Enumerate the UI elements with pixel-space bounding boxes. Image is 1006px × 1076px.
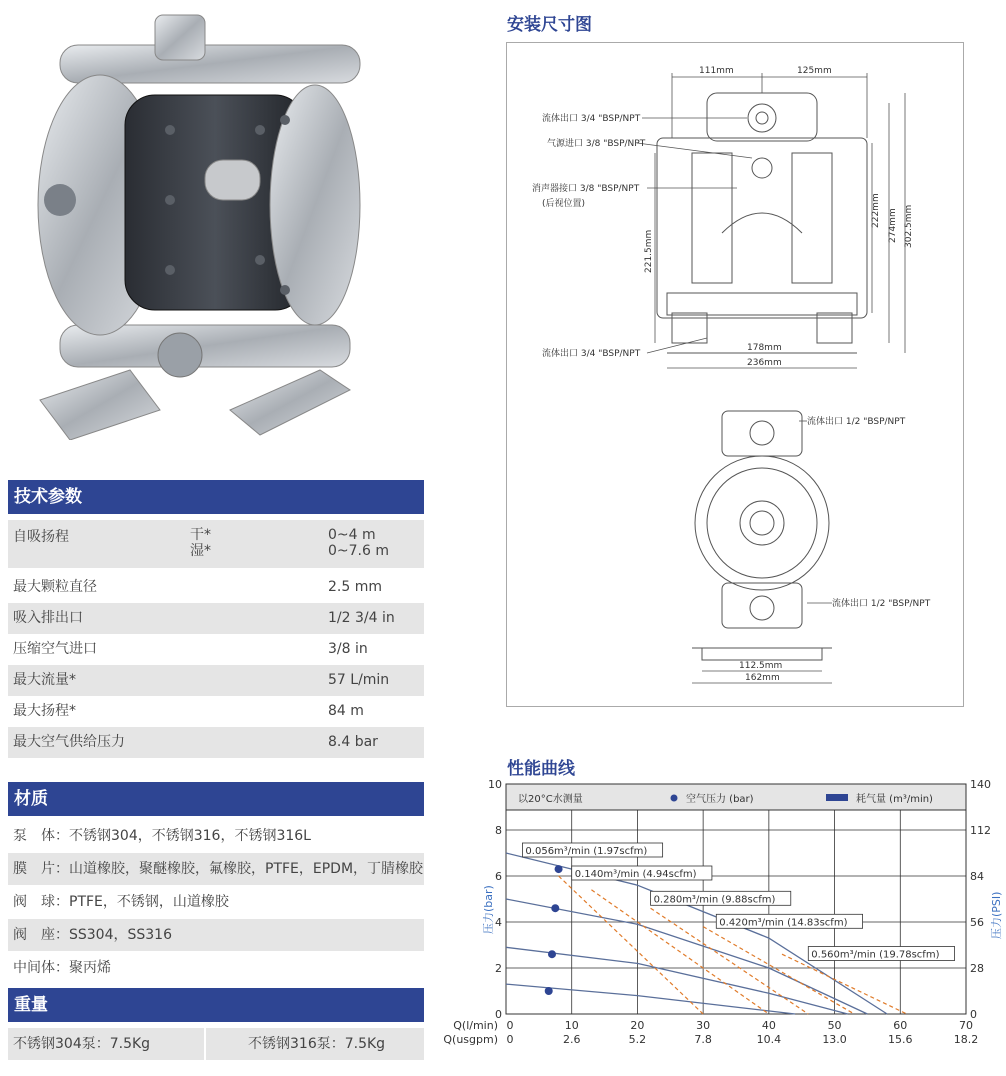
- consumption-label: 0.280m³/min (9.88scfm): [653, 894, 776, 906]
- dry-value: 0~4 m: [328, 527, 376, 543]
- y-tick-psi: 84: [970, 870, 984, 883]
- dim-222: 222mm: [871, 193, 881, 228]
- tech-row-value: 8.4 bar: [328, 734, 378, 750]
- x-tick-lpm: 40: [761, 1019, 776, 1032]
- tech-row: [8, 696, 424, 727]
- suction-lift-label: 自吸扬程: [13, 529, 69, 545]
- dim-112: 112.5mm: [739, 661, 783, 671]
- y-tick-bar: 8: [495, 824, 502, 837]
- x-tick-gpm: 5.2: [628, 1033, 647, 1046]
- consumption-label: 0.056m³/min (1.97scfm): [525, 846, 648, 857]
- chart-title: 性能曲线: [507, 759, 575, 779]
- tech-row-value: 84 m: [328, 703, 364, 719]
- wet-value: 0~7.6 m: [328, 543, 389, 559]
- y-tick-bar: 2: [495, 962, 502, 975]
- label-side-bottom: 流体出口 1/2 "BSP/NPT: [832, 599, 931, 609]
- y-tick-bar: 10: [488, 780, 502, 791]
- dim-236: 236mm: [747, 358, 782, 368]
- x-tick-lpm: 30: [696, 1019, 711, 1032]
- legend-note: 以20°C水测量: [518, 794, 583, 805]
- tech-row-label: 最大颗粒直径: [13, 579, 97, 595]
- label-inlet-bottom: 流体出口 3/4 "BSP/NPT: [542, 349, 641, 359]
- suction-lift-row: [8, 520, 424, 568]
- tech-row-label: 最大扬程*: [13, 703, 76, 719]
- x-tick-gpm: 15.6: [888, 1033, 913, 1046]
- tech-row-value: 1/2 3/4 in: [328, 610, 395, 626]
- x-tick-gpm: 13.0: [822, 1033, 847, 1046]
- dim-221: 221.5mm: [644, 229, 654, 273]
- weight-row: [8, 1028, 424, 1060]
- consumption-label: 0.140m³/min (4.94scfm): [574, 869, 697, 880]
- x-tick-gpm: 10.4: [756, 1033, 782, 1046]
- air-pressure-point: [551, 904, 559, 912]
- legend-air-consumption: 耗气量 (m³/min): [856, 794, 933, 805]
- label-rear-view: (后视位置): [542, 199, 586, 209]
- tech-row-value: 2.5 mm: [328, 579, 382, 595]
- dim-178: 178mm: [747, 343, 782, 353]
- air-pressure-point: [555, 865, 563, 873]
- label-air-inlet: 气源进口 3/8 "BSP/NPT: [547, 139, 646, 149]
- tech-row: [8, 727, 424, 758]
- label-side-top: 流体出口 1/2 "BSP/NPT: [807, 417, 906, 427]
- material-row: 阀 座：SS304，SS316: [8, 919, 424, 951]
- material-row: 泵 体：不锈钢304，不锈钢316，不锈钢316L: [13, 828, 311, 844]
- tech-row: [8, 603, 424, 634]
- y-tick-psi: 112: [970, 824, 991, 837]
- tech-row: [8, 572, 424, 603]
- x-tick-lpm: 50: [827, 1019, 842, 1032]
- tech-row: [8, 634, 424, 665]
- x-label-lpm: Q(l/min): [453, 1019, 498, 1032]
- air-pressure-point: [548, 950, 556, 958]
- tech-row-label: 最大空气供给压力: [13, 734, 125, 750]
- dim-302: 302.5mm: [904, 204, 914, 248]
- weight-316: 不锈钢316泵：7.5Kg: [248, 1036, 386, 1052]
- dimension-drawing: [506, 42, 964, 707]
- x-tick-lpm: 10: [564, 1019, 579, 1032]
- y-tick-psi: 0: [970, 1008, 977, 1021]
- x-tick-lpm: 20: [630, 1019, 645, 1032]
- consumption-label: 0.560m³/min (19.78scfm): [811, 949, 940, 961]
- dim-274: 274mm: [888, 208, 898, 243]
- tech-row-label: 最大流量*: [13, 672, 76, 688]
- material-row: 中间体：聚丙烯: [13, 960, 111, 976]
- material-row: 阀 球：PTFE，不锈钢，山道橡胶: [13, 894, 229, 910]
- dimension-svg: [507, 43, 965, 708]
- y-tick-psi: 56: [970, 916, 984, 929]
- y-tick-bar: 6: [495, 870, 502, 883]
- x-tick-gpm: 7.8: [694, 1033, 712, 1046]
- label-outlet-top: 流体出口 3/4 "BSP/NPT: [542, 114, 641, 124]
- tech-row: [8, 665, 424, 696]
- y-tick-psi: 28: [970, 962, 984, 975]
- wet-label: 湿*: [190, 543, 211, 559]
- x-tick-lpm: 60: [893, 1019, 908, 1032]
- weight-304: 不锈钢304泵：7.5Kg: [13, 1036, 151, 1052]
- x-tick-lpm: 0: [506, 1019, 514, 1032]
- y-tick-psi: 140: [970, 780, 991, 791]
- tech-params-header: 技术参数: [8, 480, 424, 514]
- y-label-right: 压力(PSI): [990, 891, 1003, 939]
- legend-air-pressure-marker: [671, 795, 678, 802]
- y-label-left: 压力(bar): [482, 885, 495, 934]
- tech-row-value: 57 L/min: [328, 672, 390, 688]
- x-label-gpm: Q(usgpm): [443, 1033, 498, 1046]
- label-muffler: 消声器接口 3/8 "BSP/NPT: [532, 184, 640, 194]
- performance-chart: [430, 780, 1006, 1070]
- legend-air-pressure: 空气压力 (bar): [686, 794, 754, 805]
- consumption-label: 0.420m³/min (14.83scfm): [719, 917, 848, 929]
- pump-photo: [20, 10, 420, 440]
- x-tick-gpm: 2.6: [562, 1033, 581, 1046]
- air-pressure-point: [545, 987, 553, 995]
- tech-row-label: 压缩空气进口: [13, 641, 97, 657]
- y-tick-bar: 0: [495, 1008, 502, 1021]
- material-row: 膜 片：山道橡胶，聚醚橡胶，氟橡胶，PTFE，EPDM，丁腈橡胶: [8, 853, 424, 885]
- dim-111: 111mm: [699, 66, 734, 76]
- dry-label: 干*: [190, 527, 211, 543]
- x-tick-gpm: 18.2: [953, 1033, 979, 1046]
- dim-162: 162mm: [745, 673, 780, 683]
- y-tick-bar: 4: [495, 916, 502, 929]
- tech-row-value: 3/8 in: [328, 641, 368, 657]
- tech-row-label: 吸入排出口: [13, 610, 83, 626]
- material-header: 材质: [8, 782, 424, 816]
- dimension-title: 安装尺寸图: [507, 15, 592, 35]
- x-tick-lpm: 70: [959, 1019, 973, 1032]
- weight-header: 重量: [8, 988, 424, 1022]
- legend-consumption-marker: [826, 794, 848, 801]
- x-tick-gpm: 0: [506, 1033, 514, 1046]
- dim-125: 125mm: [797, 66, 832, 76]
